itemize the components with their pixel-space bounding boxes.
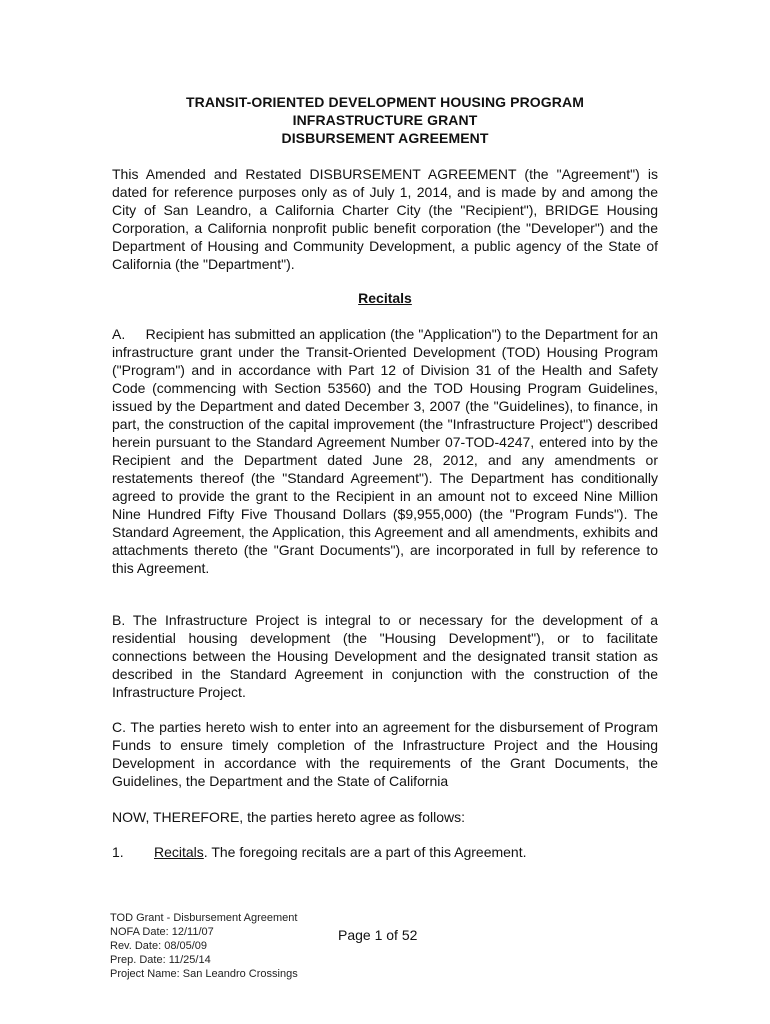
title-line-3: DISBURSEMENT AGREEMENT [281,130,489,146]
footer-block [110,911,298,981]
recital-c: C. The parties hereto wish to enter into an agreement for the disbursement of Program Funds to ensure timely completion of the Infrastructure Project and the Housing Development in accordance with the requirements of the Grant Documents, the Guidelines, the Department and the State of California [112,719,658,789]
footer-line-5: Project Name: San Leandro Crossings [110,968,298,980]
recital-b: B. The Infrastructure Project is integral to or necessary for the development of a residential housing development (the "Housing Development"), or to facilitate connections between the Housing Development and the designated transit station as described in the Standard Agreement in conjunction with the construction of the Infrastructure Project. [112,612,658,700]
recital-a: A. Recipient has submitted an application (the "Application") to the Department for an infrastructure grant under the Transit-Oriented Development (TOD) Housing Program ("Program") and in accordance with Part 12 of Division 31 of the Health and Safety Code (commencing with Section 53560) and the TOD Housing Program Guidelines, issued by the Department and dated December 3, 2007 (the "Guidelines), to finance, in part, the construction of the capital improvement (the "Infrastructure Project") described herein pursuant to the Standard Agreement Number 07-TOD-4247, entered into by the Recipient and the Department dated June 28, 2012, and any amendments or restatements thereof (the "Standard Agreement"). The Department has conditionally agreed to provide the grant to the Recipient in an amount not to exceed Nine Million Nine Hundred Fifty Five Thousand Dollars ($9,955,000) (the "Program Funds"). The Standard Agreement, the Application, this Agreement and all amendments, exhibits and attachments thereto (the "Grant Documents"), are incorporated in full by reference to this Agreement. [112,326,658,576]
item-1-number: 1. [112,844,124,860]
page-number: Page 1 of 52 [338,927,418,943]
title-line-2: INFRASTRUCTURE GRANT [292,112,478,128]
footer-line-2: NOFA Date: 12/11/07 [110,926,214,938]
footer-line-4: Prep. Date: 11/25/14 [110,954,211,966]
item-1-label: Recitals [154,844,204,860]
item-1-body: . The foregoing recitals are a part of this Agreement. [203,844,527,860]
recitals-heading: Recitals [358,290,412,306]
footer-line-3: Rev. Date: 08/05/09 [110,940,208,952]
intro-paragraph: This Amended and Restated DISBURSEMENT AGREEMENT (the "Agreement") is dated for reference purposes only as of July 1, 2014, and is made by and among the City of San Leandro, a California Charter City (the "Recipient"), BRIDGE Housing Corporation, a California nonprofit public benefit corporation (the "Developer") and the Department of Housing and Community Development, a public agency of the State of California (the "Department"). [112,166,658,272]
footer-line-1: TOD Grant - Disbursement Agreement [110,912,298,924]
item-1-text [154,844,527,860]
title-line-1: TRANSIT-ORIENTED DEVELOPMENT HOUSING PROGRAM [186,94,584,110]
now-therefore: NOW, THEREFORE, the parties hereto agree as follows: [112,809,465,825]
